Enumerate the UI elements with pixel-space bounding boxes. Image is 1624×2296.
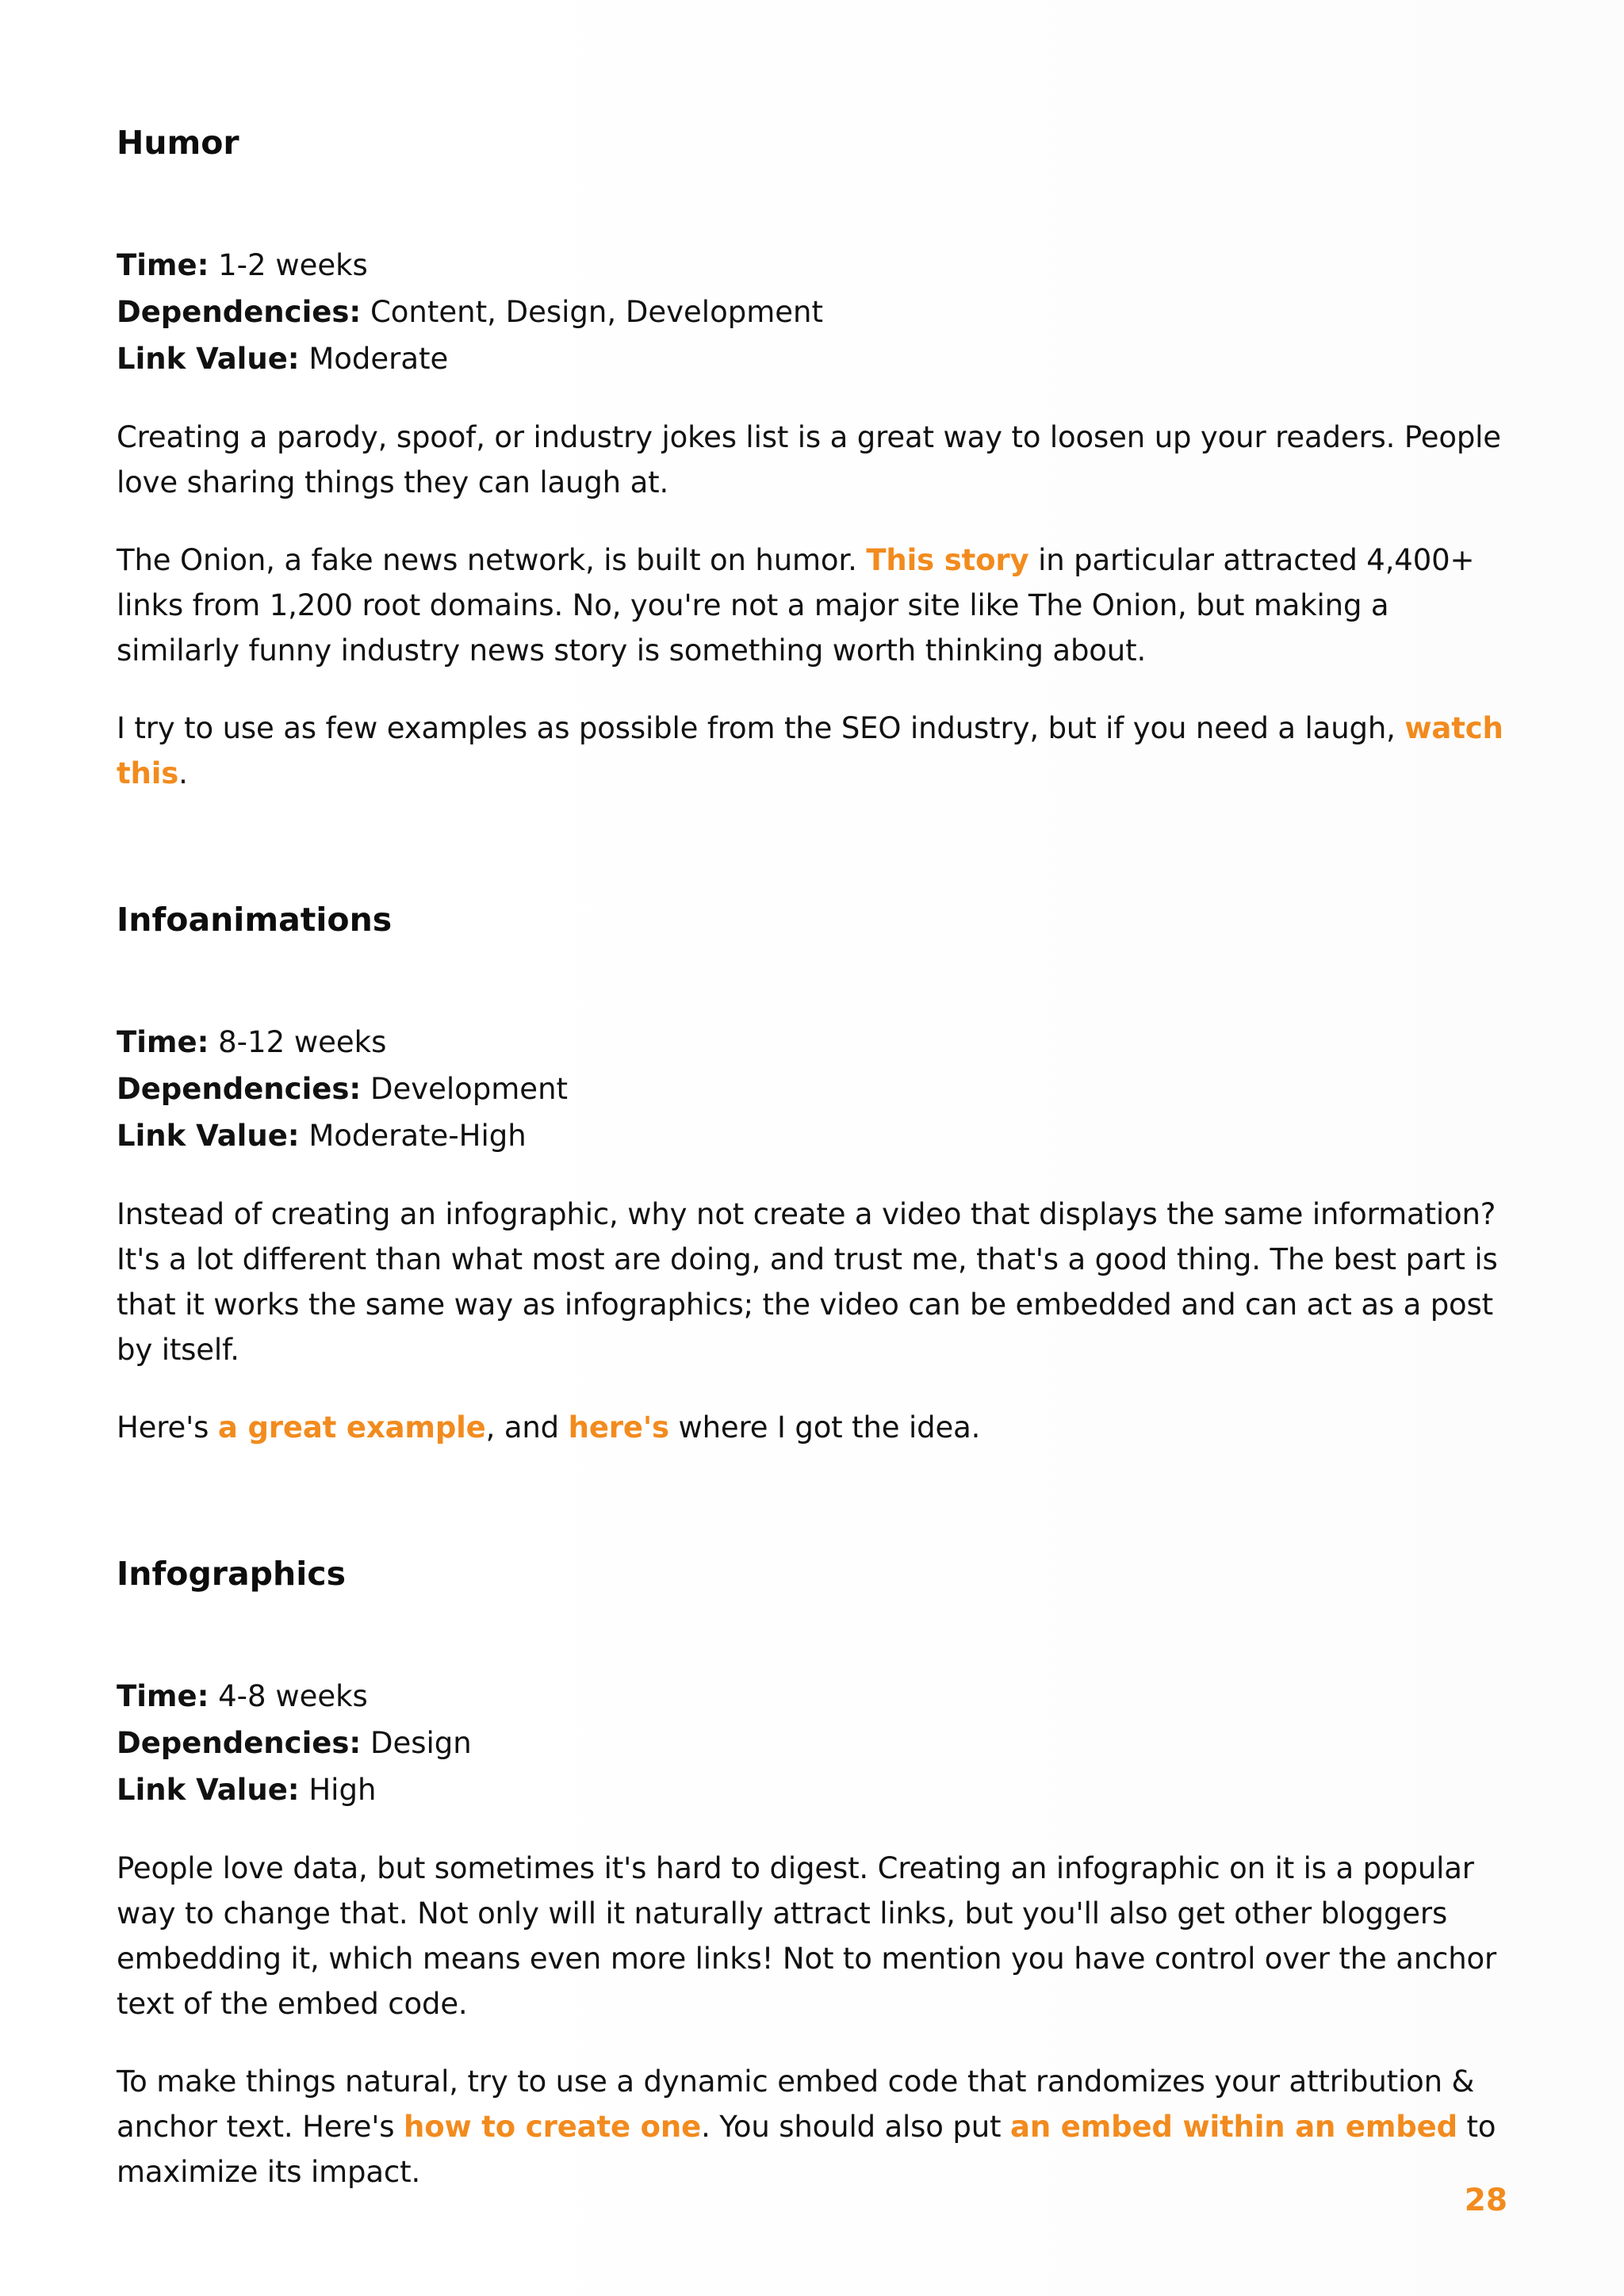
text-run: The Onion, a fake news network, is built on humor.	[117, 543, 867, 577]
meta-block	[117, 1019, 1512, 1159]
meta-value: Moderate-High	[299, 1119, 527, 1153]
section-humor	[117, 119, 1512, 796]
link-an-embed-within-an-embed[interactable]: an embed within an embed	[1010, 2110, 1457, 2144]
text-run: I try to use as few examples as possible from the SEO industry, but if you need a laugh,	[117, 711, 1405, 745]
meta-block	[117, 242, 1512, 382]
meta-value: 8-12 weeks	[209, 1025, 387, 1059]
link-this-story[interactable]: This story	[866, 543, 1029, 577]
page-number: 28	[1464, 2183, 1507, 2218]
link-a-great-example[interactable]: a great example	[217, 1410, 486, 1445]
link-watch-this[interactable]: watch this	[117, 711, 1503, 790]
section-infographics	[117, 1550, 1512, 2195]
meta-link-value	[117, 1766, 1512, 1813]
section-spacer	[117, 796, 1512, 896]
section-title: Infoanimations	[117, 901, 393, 939]
link-how-to-create-one[interactable]: how to create one	[404, 2110, 702, 2144]
text-run: to maximize its impact.	[117, 2110, 1496, 2189]
meta-value: Design	[361, 1726, 472, 1760]
meta-time	[117, 1673, 1512, 1720]
section-title: Humor	[117, 124, 239, 162]
meta-label: Dependencies:	[117, 295, 362, 329]
meta-value: 1-2 weeks	[209, 248, 368, 282]
meta-value: Content, Design, Development	[361, 295, 823, 329]
meta-dependencies	[117, 289, 1512, 335]
text-run: To make things natural, try to use a dynamic embed code that randomizes your attribution & anchor text. Here's	[117, 2064, 1475, 2144]
text-run: .	[178, 756, 188, 790]
text-run: , and	[485, 1410, 569, 1445]
meta-time	[117, 242, 1512, 289]
meta-value: High	[299, 1773, 377, 1807]
text-run: . You should also put	[701, 2110, 1011, 2144]
meta-block	[117, 1673, 1512, 1813]
meta-label: Dependencies:	[117, 1726, 362, 1760]
meta-time	[117, 1019, 1512, 1066]
paragraph	[117, 1405, 1512, 1450]
meta-link-value	[117, 1112, 1512, 1159]
paragraph	[117, 1846, 1512, 2026]
meta-label: Link Value:	[117, 342, 300, 376]
text-run: in particular attracted 4,400+ links from 1,200 root domains. No, you're not a major site like The Onion, but making a similarly funny industry news story is something worth thinking about.	[117, 543, 1475, 668]
paragraph	[117, 1192, 1512, 1372]
section-title: Infographics	[117, 1555, 346, 1593]
meta-value: Moderate	[299, 342, 449, 376]
meta-label: Time:	[117, 1025, 209, 1059]
text-run: Here's	[117, 1410, 218, 1445]
meta-value: Development	[361, 1072, 569, 1106]
link-heres[interactable]: here's	[568, 1410, 669, 1445]
meta-label: Link Value:	[117, 1773, 300, 1807]
section-spacer	[117, 1450, 1512, 1550]
meta-label: Time:	[117, 1679, 209, 1713]
section-infoanimations	[117, 896, 1512, 1450]
meta-link-value	[117, 335, 1512, 382]
meta-label: Link Value:	[117, 1119, 300, 1153]
paragraph	[117, 538, 1512, 673]
meta-value: 4-8 weeks	[209, 1679, 368, 1713]
paragraph	[117, 706, 1512, 796]
meta-dependencies	[117, 1720, 1512, 1766]
text-run: Creating a parody, spoof, or industry jokes list is a great way to loosen up your readers. People love sharing things they can laugh at.	[117, 420, 1501, 499]
meta-label: Dependencies:	[117, 1072, 362, 1106]
text-run: where I got the idea.	[668, 1410, 981, 1445]
meta-dependencies	[117, 1066, 1512, 1112]
paragraph	[117, 2059, 1512, 2195]
page-content	[117, 119, 1512, 2195]
text-run: People love data, but sometimes it's hard to digest. Creating an infographic on it is a popular way to change that. Not only will it naturally attract links, but you'll also get other bloggers embedding it, which means even more links! Not to mention you have control over the anchor text of the embed code.	[117, 1851, 1497, 2021]
paragraph	[117, 415, 1512, 505]
meta-label: Time:	[117, 248, 209, 282]
text-run: Instead of creating an infographic, why not create a video that displays the same information? It's a lot different than what most are doing, and trust me, that's a good thing. The best part is that it works the same way as infographics; the video can be embedded and can act as a post by itself.	[117, 1197, 1498, 1367]
